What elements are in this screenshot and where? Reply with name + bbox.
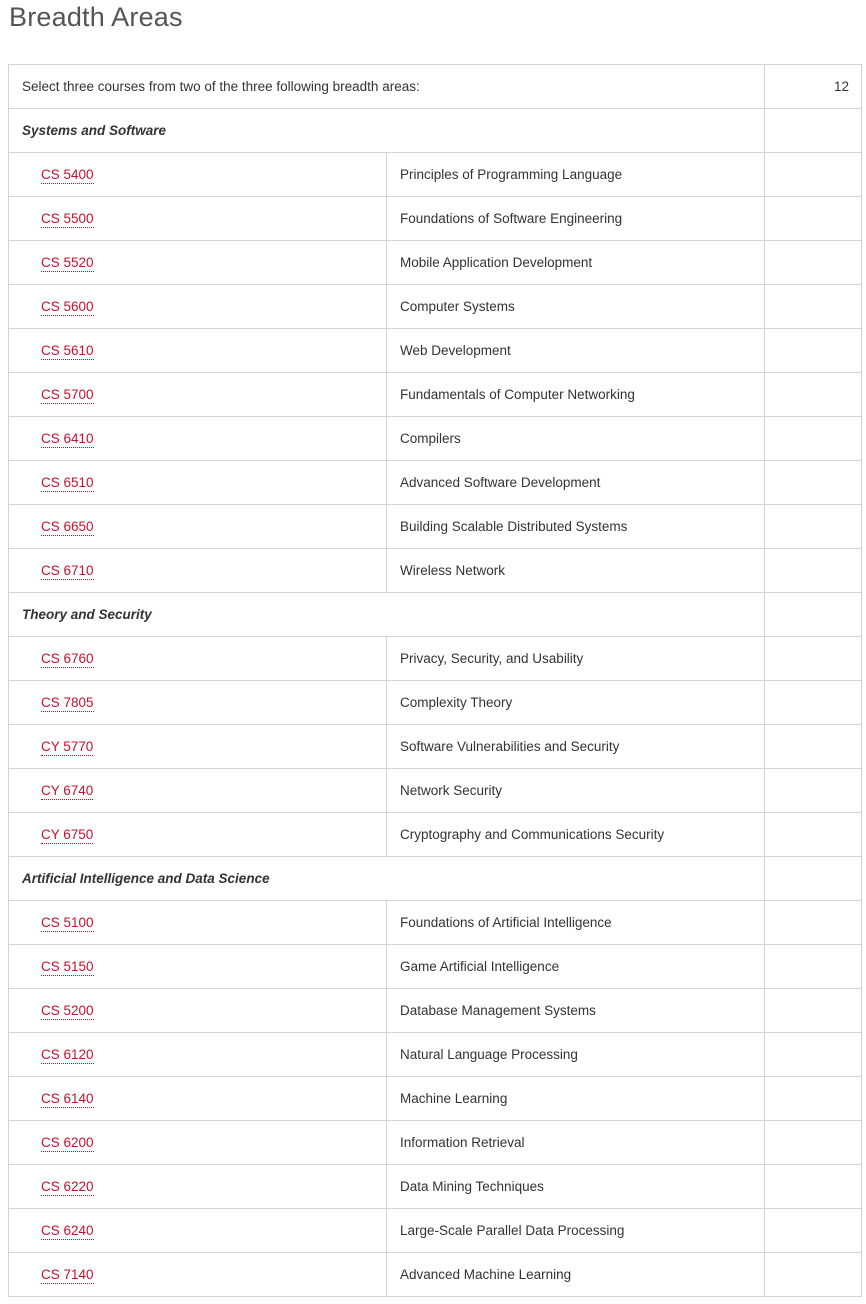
course-title: Wireless Network	[387, 549, 765, 593]
course-code-link[interactable]: CS 7140	[41, 1267, 94, 1282]
course-code-link[interactable]: CS 5500	[41, 211, 94, 226]
course-hours-cell	[765, 945, 862, 989]
course-row	[9, 1033, 862, 1077]
course-title: Software Vulnerabilities and Security	[387, 725, 765, 769]
course-code-link[interactable]: CS 6140	[41, 1091, 94, 1106]
course-code-cell	[9, 153, 387, 197]
course-code-link[interactable]: CS 6120	[41, 1047, 94, 1062]
course-row	[9, 461, 862, 505]
course-hours-cell	[765, 1165, 862, 1209]
course-title: Data Mining Techniques	[387, 1165, 765, 1209]
course-hours-cell	[765, 197, 862, 241]
area-header-row	[9, 857, 862, 901]
course-code-link[interactable]: CS 6710	[41, 563, 94, 578]
area-heading: Artificial Intelligence and Data Science	[9, 857, 765, 901]
course-title: Principles of Programming Language	[387, 153, 765, 197]
course-row	[9, 549, 862, 593]
course-row	[9, 417, 862, 461]
course-title: Machine Learning	[387, 1077, 765, 1121]
course-title: Database Management Systems	[387, 989, 765, 1033]
course-hours-cell	[765, 769, 862, 813]
requirement-text: Select three courses from two of the three following breadth areas:	[9, 65, 765, 109]
course-hours-cell	[765, 549, 862, 593]
area-heading: Systems and Software	[9, 109, 765, 153]
course-code-cell	[9, 725, 387, 769]
course-code-cell	[9, 285, 387, 329]
course-code-cell	[9, 329, 387, 373]
course-row	[9, 1077, 862, 1121]
course-title: Mobile Application Development	[387, 241, 765, 285]
course-hours-cell	[765, 505, 862, 549]
course-code-link[interactable]: CS 6760	[41, 651, 94, 666]
course-row	[9, 285, 862, 329]
course-title: Foundations of Software Engineering	[387, 197, 765, 241]
course-title: Advanced Machine Learning	[387, 1253, 765, 1297]
area-hours-cell	[765, 593, 862, 637]
course-title: Privacy, Security, and Usability	[387, 637, 765, 681]
area-header-row	[9, 109, 862, 153]
course-code-cell	[9, 945, 387, 989]
course-row	[9, 241, 862, 285]
course-code-cell	[9, 901, 387, 945]
course-hours-cell	[765, 1033, 862, 1077]
course-code-cell	[9, 461, 387, 505]
course-hours-cell	[765, 901, 862, 945]
page-title: Breadth Areas	[9, 2, 183, 32]
course-hours-cell	[765, 373, 862, 417]
course-hours-cell	[765, 1121, 862, 1165]
course-title: Building Scalable Distributed Systems	[387, 505, 765, 549]
course-row	[9, 197, 862, 241]
course-code-link[interactable]: CS 6650	[41, 519, 94, 534]
course-row	[9, 681, 862, 725]
course-code-cell	[9, 373, 387, 417]
course-code-link[interactable]: CS 5100	[41, 915, 94, 930]
course-code-cell	[9, 505, 387, 549]
course-code-cell	[9, 769, 387, 813]
course-code-cell	[9, 1209, 387, 1253]
course-code-link[interactable]: CS 5700	[41, 387, 94, 402]
course-title: Web Development	[387, 329, 765, 373]
course-title: Information Retrieval	[387, 1121, 765, 1165]
course-code-link[interactable]: CY 6740	[41, 783, 94, 798]
course-code-cell	[9, 1077, 387, 1121]
course-title: Compilers	[387, 417, 765, 461]
course-title: Foundations of Artificial Intelligence	[387, 901, 765, 945]
course-row	[9, 989, 862, 1033]
course-row	[9, 1121, 862, 1165]
course-code-link[interactable]: CS 5150	[41, 959, 94, 974]
course-row	[9, 725, 862, 769]
requirement-row	[9, 65, 862, 109]
course-code-cell	[9, 197, 387, 241]
course-row	[9, 1165, 862, 1209]
course-row	[9, 373, 862, 417]
course-title: Network Security	[387, 769, 765, 813]
area-hours-cell	[765, 109, 862, 153]
course-code-link[interactable]: CS 6510	[41, 475, 94, 490]
course-hours-cell	[765, 1253, 862, 1297]
course-code-link[interactable]: CS 5600	[41, 299, 94, 314]
course-row	[9, 153, 862, 197]
course-hours-cell	[765, 1077, 862, 1121]
course-hours-cell	[765, 813, 862, 857]
course-row	[9, 1209, 862, 1253]
course-title: Complexity Theory	[387, 681, 765, 725]
course-code-link[interactable]: CS 5520	[41, 255, 94, 270]
course-row	[9, 769, 862, 813]
course-title: Natural Language Processing	[387, 1033, 765, 1077]
area-heading: Theory and Security	[9, 593, 765, 637]
course-row	[9, 945, 862, 989]
course-hours-cell	[765, 637, 862, 681]
course-title: Computer Systems	[387, 285, 765, 329]
course-code-cell	[9, 1253, 387, 1297]
course-row	[9, 901, 862, 945]
course-row	[9, 1253, 862, 1297]
course-row	[9, 637, 862, 681]
course-code-cell	[9, 1121, 387, 1165]
course-hours-cell	[765, 989, 862, 1033]
course-row	[9, 329, 862, 373]
course-hours-cell	[765, 285, 862, 329]
course-hours-cell	[765, 241, 862, 285]
course-row	[9, 813, 862, 857]
course-hours-cell	[765, 681, 862, 725]
course-code-cell	[9, 241, 387, 285]
course-code-link[interactable]: CS 5200	[41, 1003, 94, 1018]
course-title: Game Artificial Intelligence	[387, 945, 765, 989]
course-code-cell	[9, 813, 387, 857]
course-title: Cryptography and Communications Security	[387, 813, 765, 857]
course-code-cell	[9, 637, 387, 681]
course-code-cell	[9, 1033, 387, 1077]
course-row	[9, 505, 862, 549]
course-title: Large-Scale Parallel Data Processing	[387, 1209, 765, 1253]
course-code-link[interactable]: CS 6240	[41, 1223, 94, 1238]
course-code-link[interactable]: CS 5400	[41, 167, 94, 182]
requirement-hours: 12	[765, 65, 862, 109]
course-code-link[interactable]: CS 5610	[41, 343, 94, 358]
course-hours-cell	[765, 725, 862, 769]
course-code-link[interactable]: CS 6410	[41, 431, 94, 446]
course-code-cell	[9, 549, 387, 593]
course-hours-cell	[765, 461, 862, 505]
course-code-cell	[9, 989, 387, 1033]
course-code-link[interactable]: CY 5770	[41, 739, 94, 754]
course-code-link[interactable]: CY 6750	[41, 827, 94, 842]
course-code-link[interactable]: CS 6200	[41, 1135, 94, 1150]
course-code-link[interactable]: CS 6220	[41, 1179, 94, 1194]
course-hours-cell	[765, 153, 862, 197]
course-title: Fundamentals of Computer Networking	[387, 373, 765, 417]
course-hours-cell	[765, 417, 862, 461]
course-hours-cell	[765, 329, 862, 373]
course-code-cell	[9, 1165, 387, 1209]
course-code-cell	[9, 681, 387, 725]
course-hours-cell	[765, 1209, 862, 1253]
area-header-row	[9, 593, 862, 637]
area-hours-cell	[765, 857, 862, 901]
breadth-areas-table	[8, 64, 862, 1297]
course-title: Advanced Software Development	[387, 461, 765, 505]
course-code-cell	[9, 417, 387, 461]
course-code-link[interactable]: CS 7805	[41, 695, 94, 710]
